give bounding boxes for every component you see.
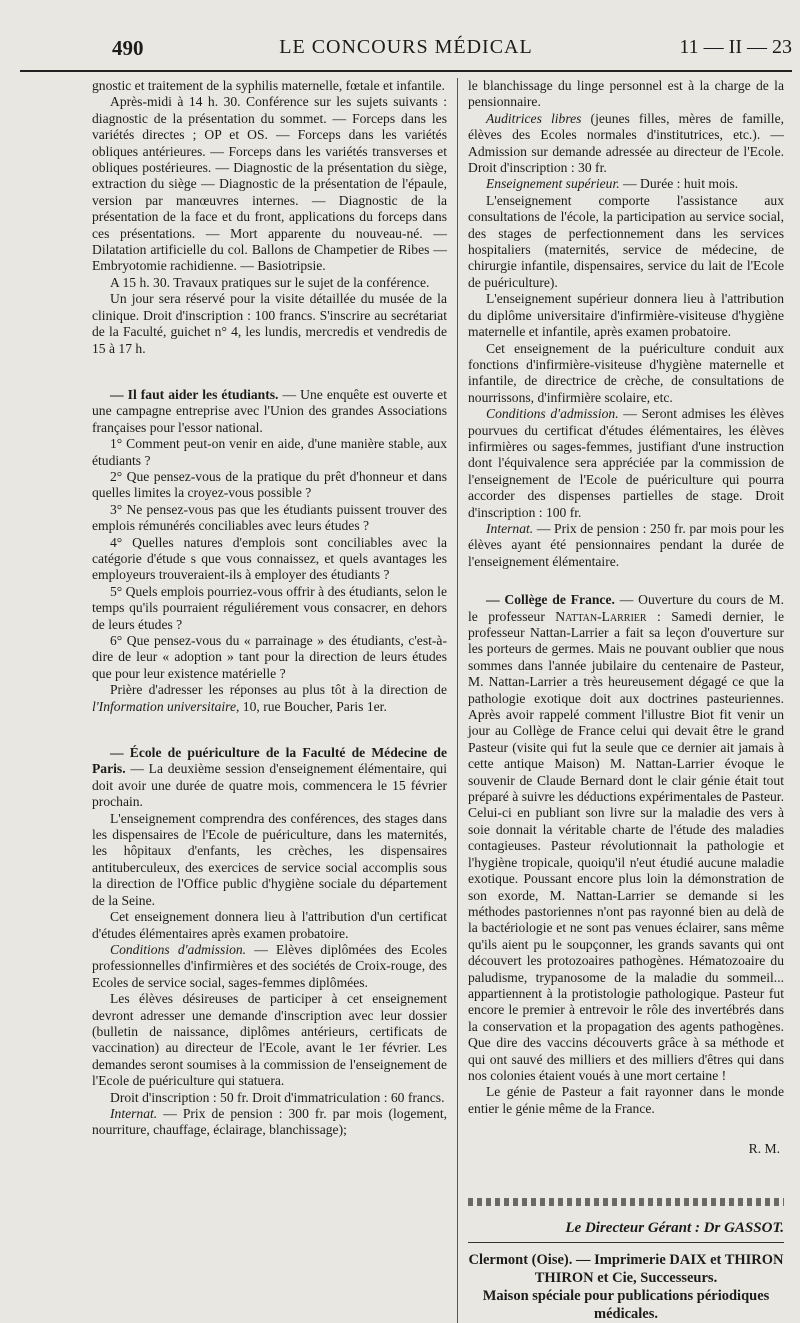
question: 1° Comment peut-on venir en aide, d'une manière stable, aux étudiants ? [92,436,447,468]
issue-date: 11 — II — 23 [679,36,792,58]
wavy-divider [468,1198,784,1206]
paragraph: A 15 h. 30. Travaux pratiques sur le sujet de la conférence. [110,274,430,290]
paragraph: L'enseignement comprendra des conférences, des stages dans les dispensaires de l'Ecole de puériculture, dans les maternités, les hôpitaux d'enfants, les crèches, les dispensaires antituberculeux, des exercices de service social accomplis sous la direction de l'Office public d'hygiène sociale du département de la Seine. [92,810,447,908]
paragraph: le blanchissage du linge personnel est à la charge de la pensionnaire. [468,78,784,110]
section-heading: — École de puériculture de la Faculté de Médecine de Paris. [92,745,447,777]
journal-title: LE CONCOURS MÉDICAL [279,36,533,58]
printer-line: THIRON et Cie, Successeurs. [534,1270,718,1286]
question: 6° Que pensez-vous du « parrainage » des étudiants, c'est-à-dire de leur « adoption » tant pour la direction de leurs études que pour leur existence matérielle ? [92,633,447,681]
printer-line: Maison spéciale pour publications périodiques médicales. [482,1288,770,1322]
question: 4° Quelles natures d'emplois sont conciliables avec la catégorie d'étude s que vous connaissez, et quels avantages les employeurs trouveraient-ils à employer des étudiants ? [92,534,447,583]
paragraph: L'enseignement supérieur donnera lieu à l'attribution du diplôme universitaire d'infirmière-visiteuse d'hygiène maternelle et infantile, après examen probatoire. [468,291,784,340]
paragraph: Les élèves désireuses de participer à cet enseignement devront adresser une demande d'inscription avec leur dossier (bulletin de naissance, diplômes antérieurs, certificats de vaccination) au directeur de l'Ecole, avant le 1er février. Les demandes seront soumises à la commission de l'enseignement de l'Ecole de puériculture qui statuera. [92,991,447,1089]
section-college-france: — Collège de France. — Ouverture du cours de M. le professeur Nattan-Larrier : Samedi dernier, le professeur Nattan-Larrier a fait sa leçon d'ouverture sur les porteurs de germes. Mais ne pouvant oublier que nous sommes dans l'année jubilaire du centenaire de Pasteur, M. Nattan-Larrier a très heureusement dégagé ce que la pathologie exotique doit aux doctrines pasteuriennes. Après avoir rappelé comment l'illustre Biot fit venir un jour au Collège de France celui qui devait être le grand Pasteur (visite qui fut la seule que ce dernier ait jamais à cette antique Maison) M. Nattan-Larrier évoque le souvenir de Claude Bernard dont le clair génie était tout préparé à suivre les déductions expérimentales de Pasteur. Celui-ci en publiant son livre sur la maladie des vers à soie donnait la véritable charte de l'étude des maladies contagieuses. Pasteur révolutionnait la pathologie et l'hygiène tropicale, quoiqu'il n'eut étudié aucune maladie exotique. Poussant encore plus loin la démonstration de son exorde, M. Nattan-Larrier se demande si les méthodes pastoriennes n'ont pas rayonné bien au delà de la bactériologie et ne sont pas venues éclairer, sans même qu'ils aient pu le soupçonner, les grands savants qui ont découvert les protozoaires pathogènes. Hématozoaire du paludisme, trypanosome de la maladie du sommeil... appartiennent à la protistologie pathologique. Pasteur fut encore le premier à entrevoir le rôle des invertébrés dans la conservation et la propagation des agents pathogènes. Que dire des vaccins découverts grâce à sa méthode et qui ont sauvé des milliers et des milliers d'êtres qui dans nos colonies étaient voués à une mort certaine ! [468,592,784,1083]
paragraph: gnostic et traitement de la syphilis maternelle, fœtale et infantile. [92,78,445,93]
paragraph: Cet enseignement de la puériculture conduit aux fonctions d'infirmière-visiteuse d'hygiène maternelle et infantile, de directrice de crèche, de consultations de nourrissons, d'infirmière scolaire, etc. [468,340,784,405]
page-header [20,36,792,72]
paragraph: Le génie de Pasteur a fait rayonner dans le monde entier le génie même de la France. [468,1084,784,1116]
right-column [458,78,784,1323]
director-line: Le Directeur Gérant : Dr GASSOT. [565,1219,784,1236]
paragraph: Après-midi à 14 h. 30. Conférence sur les sujets suivants : diagnostic de la présentation du sommet. — Forceps dans les variétés directes ; OP et OS. — Forceps dans les variétés obliques antérieures. — Forceps dans les variétés transverses et obliques postérieures. — Diagnostic de la présentation du siège, extraction du siège — Diagnostic de la présentation de l'épaule, version par manœuvres internes. — Diagnostic de la présentation de la face et du front, applications du forceps dans ces présentations. — Mort apparente du nouveau-né. — Dilatation artificielle du col. Ballons de Champetier de Ribes — Embryotomie rachidienne. — Basiotripsie. [92,94,447,274]
printer-line: Clermont (Oise). — Imprimerie DAIX et THIRON [468,1252,784,1268]
printer-imprint [468,1242,784,1323]
paragraph: Droit d'inscription : 50 fr. Droit d'immatriculation : 60 francs. [110,1089,445,1105]
two-column-body [20,78,792,1323]
paragraph: Conditions d'admission. — Seront admises les élèves pourvues du certificat d'études élémentaires, les élèves infirmières ou sages-femmes, justifiant d'une instruction dont l'équivalence sera appréciée par la commission de l'enseignement de l'Ecole de puériculture qui pourra accorder des dispenses partielles de stage. Droit d'inscription : 100 fr. [468,406,784,520]
paragraph: Enseignement supérieur. — Durée : huit mois. [486,176,739,192]
section-heading: — Il faut aider les étudiants. [110,386,279,402]
paragraph: Internat. — Prix de pension : 250 fr. par mois pour les élèves ayant été pensionnaires pendant la durée de l'enseignement élémentaire. [468,520,784,569]
paragraph: Auditrices libres (jeunes filles, mères de famille, élèves des Ecoles normales d'institutrices, etc.). — Admission sur demande adressée au directeur de l'Ecole. Droit d'inscription : 30 fr. [468,110,784,176]
left-column [92,78,458,1323]
paragraph: L'enseignement comporte l'assistance aux consultations de l'école, la participation au service social, des stages de perfectionnement dans les services hospitaliers (maternités, service de médecine, de chirurgie infantile, dispensaires, service du lait de l'Ecole de puériculture). [468,192,784,290]
question: 2° Que pensez-vous de la pratique du prêt d'honneur et dans quelles limites la croyez-vous possible ? [92,468,447,501]
author-signature: R. M. [748,1141,780,1157]
paragraph: Prière d'adresser les réponses au plus tôt à la direction de l'Information universitaire, 10, rue Boucher, Paris 1er. [92,682,447,714]
paragraph: Internat. — Prix de pension : 300 fr. par mois (logement, nourriture, chauffage, éclairage, blanchissage); [92,1105,447,1138]
paragraph: Cet enseignement donnera lieu à l'attribution d'un certificat d'études élémentaires après examen probatoire. [92,909,447,941]
paragraph: Un jour sera réservé pour la visite détaillée du musée de la clinique. Droit d'inscription : 100 francs. S'inscrire au secrétariat de la Faculté, guichet n° 4, les lundis, mercredis et vendredis de 15 à 17 h. [92,291,447,356]
section-ecole-puericulture: — École de puériculture de la Faculté de Médecine de Paris. — La deuxième session d'enseignement élémentaire, qui doit avoir une durée de quatre mois, commencera le 15 février prochain. [92,745,447,810]
paragraph: Conditions d'admission. — Elèves diplômées des Ecoles professionnelles d'infirmières et des sociétés de Croix-rouge, des Ecoles de service social, sages-femmes diplômées. [92,941,447,990]
section-etudiants: — Il faut aider les étudiants. — Une enquête est ouverte et une campagne entreprise avec l'Union des grandes Associations françaises pour l'essor national. [92,386,447,435]
question: 5° Quels emplois pourriez-vous offrir à des étudiants, selon le temps qu'ils pourraient réguliérement vous consacrer, en dehors de leurs études ? [92,583,447,632]
section-heading: — Collège de France. [486,592,615,608]
question: 3° Ne pensez-vous pas que les étudiants puissent trouver des emplois rémunérés conciliables avec leurs études ? [92,501,447,534]
page-number: 490 [112,36,144,60]
